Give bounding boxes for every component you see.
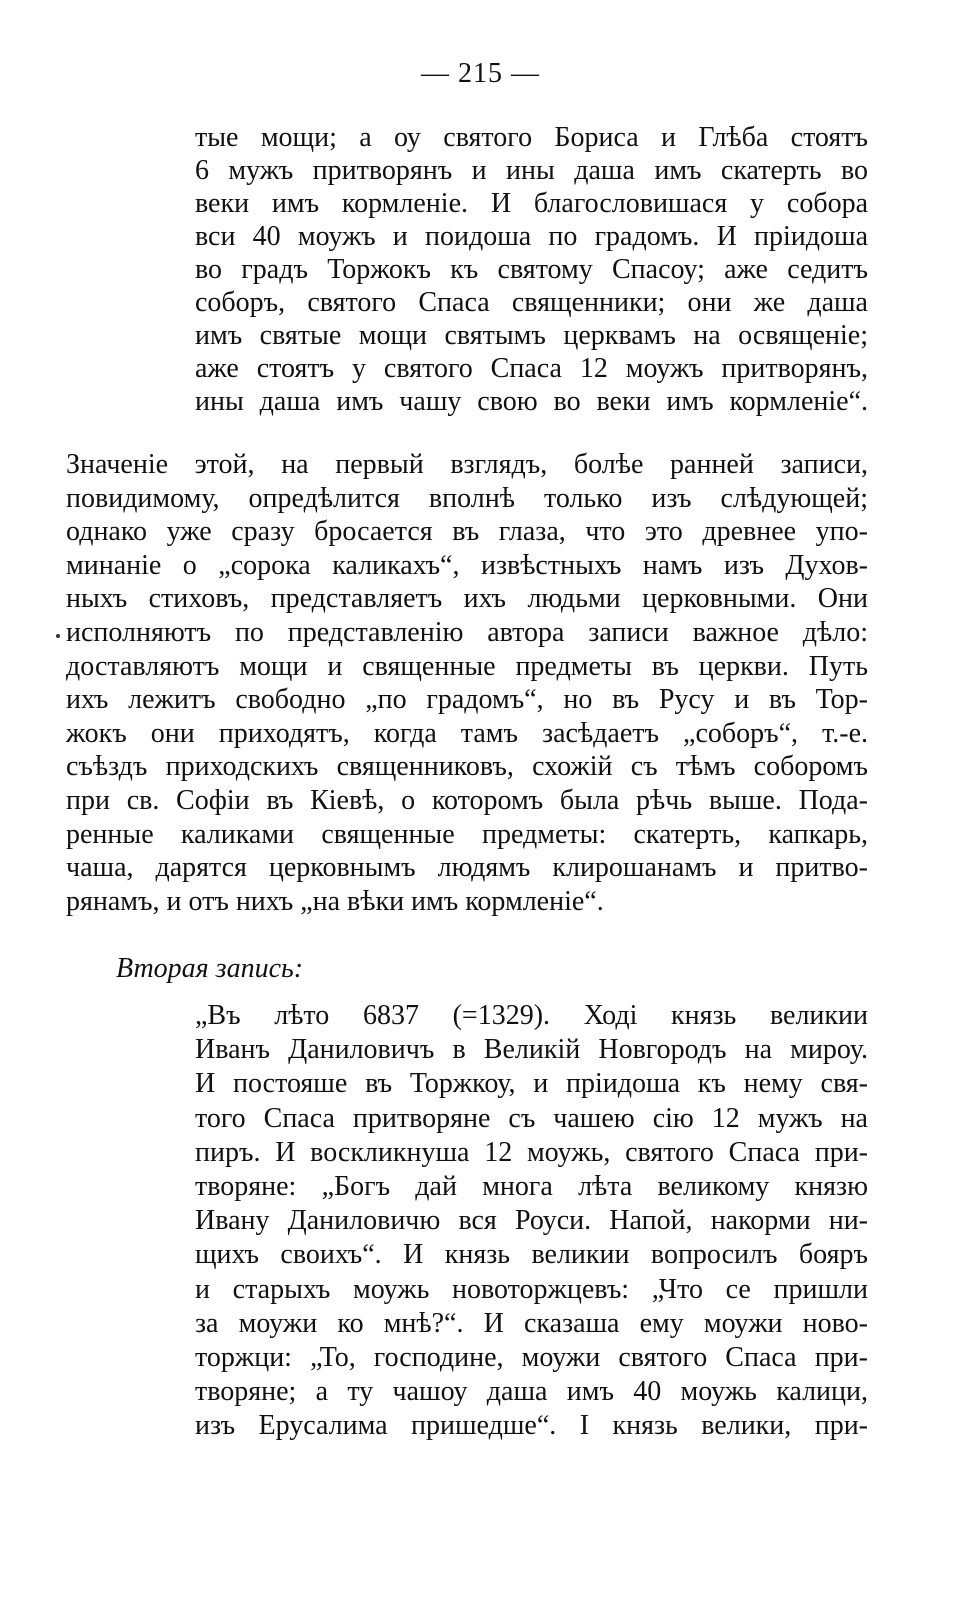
text-line: съѣздъ приходскихъ священниковъ, схожій съ тѣмъ соборомъ xyxy=(66,751,868,783)
text-line: повидимому, опредѣлится вполнѣ только изъ слѣдующей; xyxy=(66,482,868,514)
text-line: жокъ они приходятъ, когда тамъ засѣдаетъ „соборъ“, т.-е. xyxy=(66,717,868,749)
text-line: творяне; а ту чашоу даша имъ 40 моужь калици, xyxy=(195,1376,868,1408)
text-line: во градъ Торжокъ къ святому Спасоу; аже седитъ xyxy=(195,254,868,285)
text-line: имъ святые мощи святымъ церквамъ на освященіе; xyxy=(195,320,868,351)
text-line: изъ Ерусалима пришедше“. І князь велики, при- xyxy=(195,1410,868,1442)
body-paragraph xyxy=(66,448,868,918)
text-line: тые мощи; а оу святого Бориса и Глѣба стоятъ xyxy=(195,122,868,153)
text-line: Значеніе этой, на первый взглядъ, болѣе ранней записи, xyxy=(66,449,868,480)
text-line: соборъ, святого Спаса священники; они же даша xyxy=(195,287,868,318)
text-line: торжци: „То, господине, моужи святого Спаса при- xyxy=(195,1341,868,1373)
text-line: Иванъ Даниловичъ в Великій Новгородъ на мироу. xyxy=(195,1034,868,1066)
text-line: при св. Софіи въ Кіевѣ, о которомъ была рѣчь выше. Пода- xyxy=(66,784,868,816)
text-line: „Въ лѣто 6837 (=1329). Ході князь великии xyxy=(195,1000,868,1031)
text-line: рянамъ, и отъ нихъ „на вѣки имъ кормленіе“. xyxy=(66,885,604,917)
text-line: вси 40 моужъ и поидоша по градомъ. И пріидоша xyxy=(195,221,868,252)
quote-first-record xyxy=(195,121,868,418)
text-line: однако уже сразу бросается въ глаза, что это древнее упо- xyxy=(66,516,868,548)
text-line: ины даша имъ чашу свою во веки имъ кормленіе“. xyxy=(195,386,868,417)
text-line: 6 мужъ притворянъ и ины даша имъ скатерть во xyxy=(195,155,868,186)
text-line: чаша, дарятся церковнымъ людямъ клирошанамъ и притво- xyxy=(66,852,868,884)
quote-second-record xyxy=(195,999,868,1443)
text-line: того Спаса притворяне съ чашею сію 12 мужъ на xyxy=(195,1102,868,1134)
margin-mark xyxy=(56,634,60,638)
text-line: и старыхъ моужь новоторжцевъ: „Что се пришли xyxy=(195,1273,868,1305)
text-line: творяне: „Богъ дай многа лѣта великому князю xyxy=(195,1170,868,1202)
text-line: минаніе о „сорока каликахъ“, извѣстныхъ намъ изъ Духов- xyxy=(66,549,868,581)
page-number: — 215 — xyxy=(421,58,540,89)
text-line: ренные каликами священные предметы: скатерть, капкарь, xyxy=(66,818,868,850)
text-line: ныхъ стиховъ, представляетъ ихъ людьми церковными. Они xyxy=(66,583,868,615)
text-line: веки имъ кормленіе. И благословишася у собора xyxy=(195,188,868,219)
text-line: за моужи ко мнѣ?“. И сказаша ему моужи ново- xyxy=(195,1307,868,1339)
text-line: И постояше въ Торжкоу, и пріидоша къ нему свя- xyxy=(195,1068,868,1100)
text-line: щихъ своихъ“. И князь великии вопросилъ бояръ xyxy=(195,1239,868,1271)
text-line: Ивану Даниловичю вся Роуси. Напой, накорми ни- xyxy=(195,1205,868,1237)
text-line: пиръ. И воскликнуша 12 моужь, святого Спаса при- xyxy=(195,1136,868,1168)
text-line: доставляютъ мощи и священные предметы въ церкви. Путь xyxy=(66,650,868,682)
text-line: аже стоятъ у святого Спаса 12 моужъ притворянъ, xyxy=(195,353,868,384)
text-line: исполняютъ по представленію автора записи важное дѣло: xyxy=(66,616,868,648)
section-heading: Вторая запись: xyxy=(116,953,304,984)
text-line: ихъ лежитъ свободно „по градомъ“, но въ Русу и въ Тор- xyxy=(66,684,868,716)
